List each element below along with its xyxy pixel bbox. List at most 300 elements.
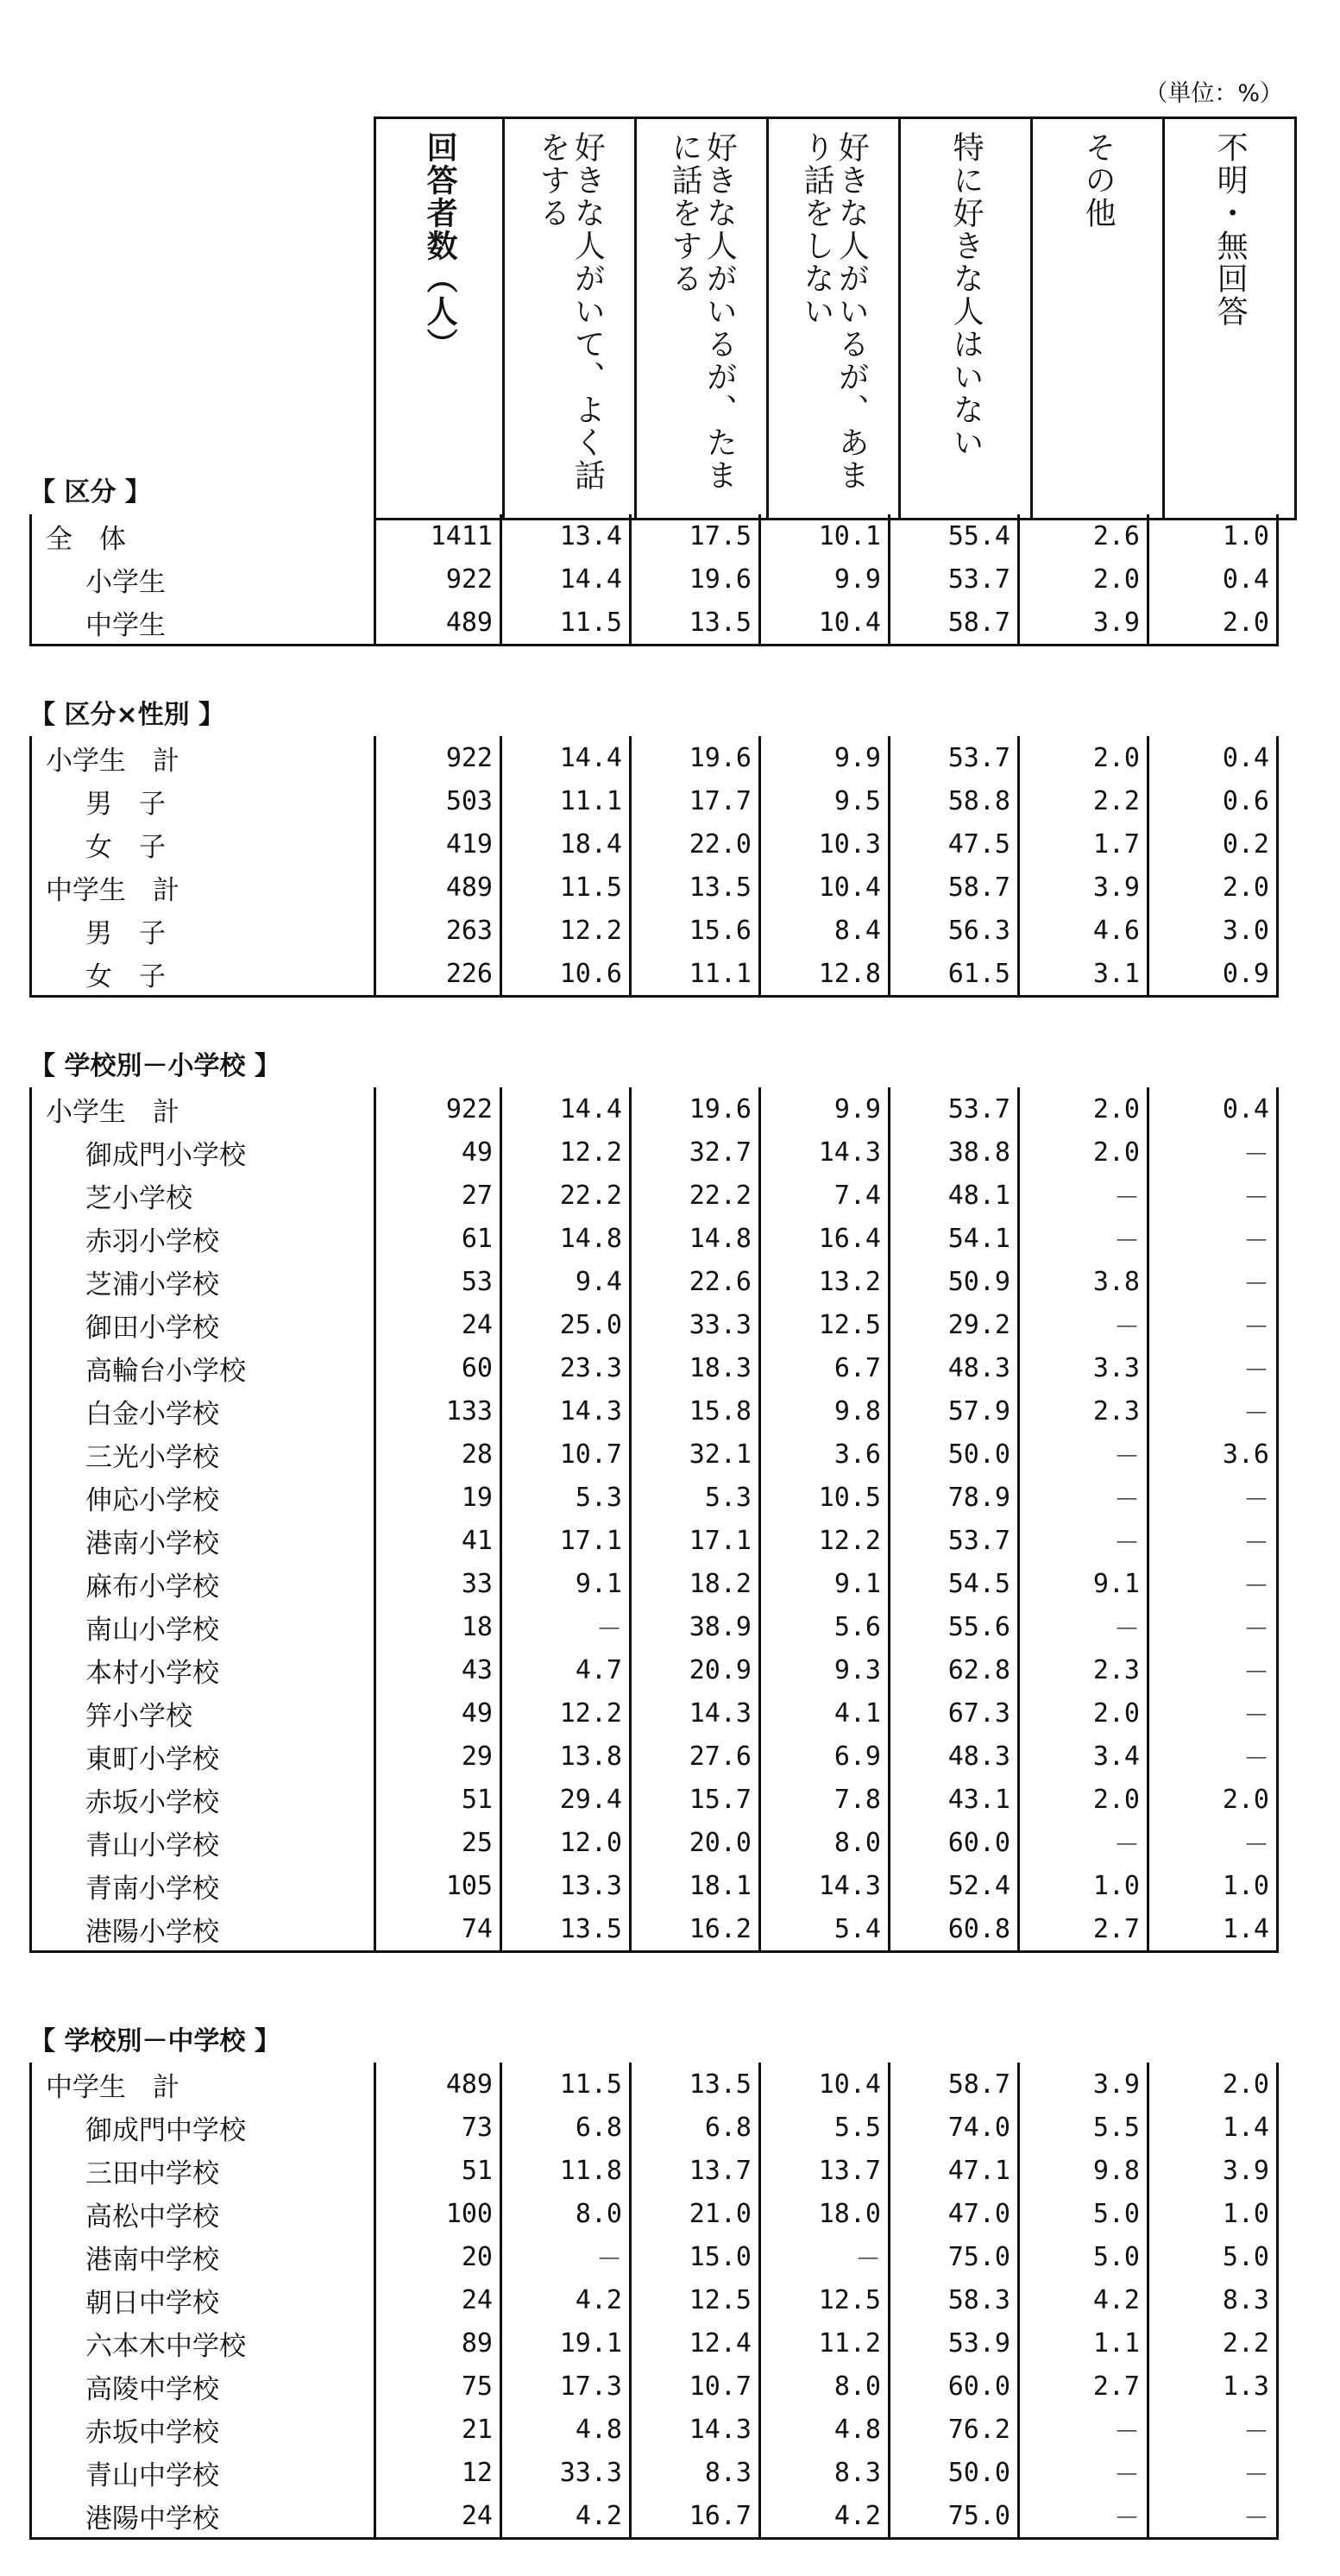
cell-respondents: 21 (375, 2408, 501, 2451)
cell-respondents: 49 (375, 1691, 501, 1735)
unit-label: （単位：%） (1144, 80, 1283, 107)
cell-talk-sometimes: 19.6 (631, 1087, 760, 1131)
cell-talk-rarely: 6.9 (760, 1735, 890, 1778)
row-label: 三田中学校 (31, 2149, 375, 2192)
cell-respondents: 503 (375, 779, 501, 822)
cell-no-one: 62.8 (890, 1648, 1019, 1691)
cell-no-answer: － (1148, 2494, 1278, 2539)
cell-talk-sometimes: 22.6 (631, 1260, 760, 1303)
cell-respondents: 1411 (375, 514, 501, 557)
header-talk-sometimes: 好きな人がいるが、たまに話をする (636, 118, 768, 520)
cell-no-one: 54.5 (890, 1562, 1019, 1605)
cell-respondents: 33 (375, 1562, 501, 1605)
cell-talk-sometimes: 15.6 (631, 909, 760, 952)
cell-talk-sometimes: 21.0 (631, 2192, 760, 2235)
cell-talk-sometimes: 15.7 (631, 1778, 760, 1821)
cell-talk-often: 4.8 (501, 2408, 631, 2451)
table-row (31, 2321, 1278, 2365)
cell-other: 2.3 (1019, 1648, 1148, 1691)
cell-other: 2.0 (1019, 557, 1148, 601)
cell-other: 3.9 (1019, 2063, 1148, 2106)
row-label: 赤坂小学校 (31, 1778, 375, 1821)
cell-talk-sometimes: 14.8 (631, 1217, 760, 1260)
cell-talk-often: 11.5 (501, 601, 631, 646)
table-elementary-schools (29, 1087, 1279, 1953)
cell-other: 2.7 (1019, 1907, 1148, 1952)
cell-no-answer: － (1148, 1303, 1278, 1346)
cell-respondents: 12 (375, 2451, 501, 2494)
cell-talk-often: 18.4 (501, 822, 631, 866)
cell-other: － (1019, 1174, 1148, 1217)
cell-respondents: 41 (375, 1519, 501, 1562)
cell-other: 4.2 (1019, 2278, 1148, 2321)
cell-no-one: 54.1 (890, 1217, 1019, 1260)
table-row (31, 514, 1278, 557)
cell-other: 9.8 (1019, 2149, 1148, 2192)
cell-talk-rarely: 13.7 (760, 2149, 890, 2192)
cell-no-answer: 2.0 (1148, 1778, 1278, 1821)
cell-talk-rarely: 9.1 (760, 1562, 890, 1605)
cell-no-answer: 1.0 (1148, 1864, 1278, 1907)
header-talk-often: 好きな人がいて、よく話をする (504, 118, 636, 520)
cell-respondents: 489 (375, 2063, 501, 2106)
row-label: 本村小学校 (31, 1648, 375, 1691)
cell-talk-rarely: 8.0 (760, 1821, 890, 1864)
cell-talk-often: 13.5 (501, 1907, 631, 1952)
cell-talk-rarely: 4.1 (760, 1691, 890, 1735)
cell-no-one: 56.3 (890, 909, 1019, 952)
cell-respondents: 51 (375, 1778, 501, 1821)
cell-no-one: 47.5 (890, 822, 1019, 866)
cell-talk-often: 14.4 (501, 736, 631, 779)
cell-no-answer: 5.0 (1148, 2235, 1278, 2278)
cell-talk-sometimes: 14.3 (631, 2408, 760, 2451)
row-label: 芝小学校 (31, 1174, 375, 1217)
section-title-junior-high-schools: 【 学校別－中学校 】 (29, 2026, 280, 2056)
row-label: 六本木中学校 (31, 2321, 375, 2365)
cell-respondents: 489 (375, 601, 501, 646)
cell-talk-often: 11.5 (501, 2063, 631, 2106)
cell-talk-rarely: 10.5 (760, 1476, 890, 1519)
cell-talk-rarely: 4.2 (760, 2494, 890, 2539)
cell-other: 3.9 (1019, 866, 1148, 909)
cell-no-answer: － (1148, 1562, 1278, 1605)
header-talk-rarely: 好きな人がいるが、あまり話をしない (768, 118, 900, 520)
cell-no-answer: 1.4 (1148, 1907, 1278, 1952)
table-row (31, 2192, 1278, 2235)
cell-talk-rarely: 10.4 (760, 2063, 890, 2106)
cell-respondents: 922 (375, 736, 501, 779)
cell-no-one: 76.2 (890, 2408, 1019, 2451)
cell-no-one: 50.0 (890, 2451, 1019, 2494)
row-label: 南山小学校 (31, 1605, 375, 1648)
row-label: 芝浦小学校 (31, 1260, 375, 1303)
cell-talk-rarely: 8.3 (760, 2451, 890, 2494)
cell-no-answer: － (1148, 1260, 1278, 1303)
table-row (31, 1087, 1278, 1131)
cell-no-answer: 3.9 (1148, 2149, 1278, 2192)
cell-other: 4.6 (1019, 909, 1148, 952)
cell-respondents: 25 (375, 1821, 501, 1864)
cell-respondents: 133 (375, 1389, 501, 1433)
table-row (31, 601, 1278, 646)
header-no-answer: 不明・無回答 (1164, 118, 1296, 520)
row-label: 男 子 (31, 909, 375, 952)
table-row (31, 1691, 1278, 1735)
cell-talk-sometimes: 38.9 (631, 1605, 760, 1648)
cell-respondents: 489 (375, 866, 501, 909)
cell-talk-sometimes: 22.2 (631, 1174, 760, 1217)
cell-no-one: 53.7 (890, 736, 1019, 779)
cell-talk-sometimes: 22.0 (631, 822, 760, 866)
cell-other: 1.1 (1019, 2321, 1148, 2365)
cell-talk-often: 12.0 (501, 1821, 631, 1864)
cell-no-answer: 2.0 (1148, 601, 1278, 646)
table-row (31, 779, 1278, 822)
cell-respondents: 51 (375, 2149, 501, 2192)
cell-talk-sometimes: 27.6 (631, 1735, 760, 1778)
cell-talk-often: 12.2 (501, 909, 631, 952)
cell-no-one: 47.1 (890, 2149, 1019, 2192)
cell-talk-often: － (501, 1605, 631, 1648)
cell-talk-often: 13.8 (501, 1735, 631, 1778)
cell-no-answer: 0.6 (1148, 779, 1278, 822)
cell-no-one: 58.7 (890, 601, 1019, 646)
cell-talk-rarely: 9.3 (760, 1648, 890, 1691)
cell-other: 2.7 (1019, 2365, 1148, 2408)
cell-other: 5.0 (1019, 2235, 1148, 2278)
cell-no-answer: － (1148, 1217, 1278, 1260)
row-label: 白金小学校 (31, 1389, 375, 1433)
row-label: 港陽中学校 (31, 2494, 375, 2539)
cell-talk-often: 17.1 (501, 1519, 631, 1562)
cell-no-one: 60.0 (890, 2365, 1019, 2408)
cell-other: 9.1 (1019, 1562, 1148, 1605)
cell-talk-rarely: 9.9 (760, 557, 890, 601)
cell-respondents: 226 (375, 952, 501, 997)
cell-talk-often: 14.4 (501, 557, 631, 601)
row-label: 赤羽小学校 (31, 1217, 375, 1260)
cell-no-answer: 8.3 (1148, 2278, 1278, 2321)
row-label: 赤坂中学校 (31, 2408, 375, 2451)
cell-no-one: 53.7 (890, 557, 1019, 601)
cell-other: 2.3 (1019, 1389, 1148, 1433)
row-label: 三光小学校 (31, 1433, 375, 1476)
cell-other: － (1019, 2494, 1148, 2539)
header-respondents: 回答者数（人） (375, 118, 504, 520)
cell-other: － (1019, 1433, 1148, 1476)
cell-other: 2.0 (1019, 1778, 1148, 1821)
cell-no-one: 75.0 (890, 2494, 1019, 2539)
table-row (31, 1648, 1278, 1691)
table-row (31, 1389, 1278, 1433)
cell-talk-sometimes: 6.8 (631, 2106, 760, 2149)
cell-no-answer: 2.2 (1148, 2321, 1278, 2365)
cell-talk-rarely: 12.2 (760, 1519, 890, 1562)
cell-other: 1.0 (1019, 1864, 1148, 1907)
column-header-row (374, 117, 1297, 520)
cell-respondents: 24 (375, 1303, 501, 1346)
cell-no-one: 50.9 (890, 1260, 1019, 1303)
cell-no-one: 43.1 (890, 1778, 1019, 1821)
cell-talk-sometimes: 11.1 (631, 952, 760, 997)
cell-no-one: 60.0 (890, 1821, 1019, 1864)
row-label: 高陵中学校 (31, 2365, 375, 2408)
row-label: 港陽小学校 (31, 1907, 375, 1952)
header-other: その他 (1032, 118, 1164, 520)
table-row (31, 2494, 1278, 2539)
row-label: 中学生 (31, 601, 375, 646)
row-label: 港南小学校 (31, 1519, 375, 1562)
cell-no-one: 29.2 (890, 1303, 1019, 1346)
cell-talk-rarely: 7.8 (760, 1778, 890, 1821)
cell-other: － (1019, 1303, 1148, 1346)
row-label: 中学生 計 (31, 866, 375, 909)
cell-other: － (1019, 1519, 1148, 1562)
cell-talk-often: 4.2 (501, 2494, 631, 2539)
table-row (31, 736, 1278, 779)
cell-other: － (1019, 1821, 1148, 1864)
cell-talk-often: 17.3 (501, 2365, 631, 2408)
table-category (29, 514, 1279, 646)
table-row (31, 2063, 1278, 2106)
cell-other: 3.3 (1019, 1346, 1148, 1389)
cell-respondents: 60 (375, 1346, 501, 1389)
cell-respondents: 43 (375, 1648, 501, 1691)
cell-no-answer: － (1148, 1131, 1278, 1174)
table-row (31, 1346, 1278, 1389)
cell-talk-rarely: 13.2 (760, 1260, 890, 1303)
cell-no-answer: － (1148, 1476, 1278, 1519)
row-label: 御田小学校 (31, 1303, 375, 1346)
table-row (31, 2451, 1278, 2494)
cell-talk-sometimes: 17.1 (631, 1519, 760, 1562)
cell-no-one: 52.4 (890, 1864, 1019, 1907)
section-title-category-gender: 【 区分×性別 】 (29, 700, 225, 730)
table-row (31, 1735, 1278, 1778)
cell-no-one: 57.9 (890, 1389, 1019, 1433)
cell-talk-rarely: 8.4 (760, 909, 890, 952)
cell-respondents: 19 (375, 1476, 501, 1519)
cell-no-answer: － (1148, 1605, 1278, 1648)
table-row (31, 2365, 1278, 2408)
cell-talk-rarely: 12.5 (760, 2278, 890, 2321)
cell-no-answer: 3.6 (1148, 1433, 1278, 1476)
cell-respondents: 18 (375, 1605, 501, 1648)
cell-no-answer: － (1148, 1691, 1278, 1735)
cell-talk-rarely: 8.0 (760, 2365, 890, 2408)
cell-no-answer: 0.4 (1148, 1087, 1278, 1131)
cell-respondents: 24 (375, 2494, 501, 2539)
cell-no-one: 78.9 (890, 1476, 1019, 1519)
section-title-elementary-schools: 【 学校別－小学校 】 (29, 1051, 280, 1081)
cell-talk-sometimes: 19.6 (631, 736, 760, 779)
row-label: 小学生 計 (31, 736, 375, 779)
cell-no-answer: 1.0 (1148, 2192, 1278, 2235)
row-label: 笄小学校 (31, 1691, 375, 1735)
cell-talk-sometimes: 20.0 (631, 1821, 760, 1864)
cell-no-answer: 1.4 (1148, 2106, 1278, 2149)
cell-talk-sometimes: 12.5 (631, 2278, 760, 2321)
cell-talk-sometimes: 15.0 (631, 2235, 760, 2278)
cell-no-answer: － (1148, 1519, 1278, 1562)
cell-respondents: 28 (375, 1433, 501, 1476)
cell-no-one: 58.3 (890, 2278, 1019, 2321)
cell-no-one: 47.0 (890, 2192, 1019, 2235)
cell-respondents: 89 (375, 2321, 501, 2365)
section-title-category: 【 区分 】 (29, 477, 151, 507)
row-label: 青山小学校 (31, 1821, 375, 1864)
cell-talk-sometimes: 18.1 (631, 1864, 760, 1907)
cell-talk-rarely: 18.0 (760, 2192, 890, 2235)
cell-no-answer: － (1148, 1735, 1278, 1778)
cell-talk-often: 4.7 (501, 1648, 631, 1691)
cell-talk-often: 10.6 (501, 952, 631, 997)
table-row (31, 2149, 1278, 2192)
cell-no-one: 61.5 (890, 952, 1019, 997)
cell-talk-often: 8.0 (501, 2192, 631, 2235)
cell-no-one: 50.0 (890, 1433, 1019, 1476)
table-row (31, 1562, 1278, 1605)
cell-other: － (1019, 2408, 1148, 2451)
cell-talk-rarely: 3.6 (760, 1433, 890, 1476)
cell-no-one: 58.8 (890, 779, 1019, 822)
cell-talk-often: 5.3 (501, 1476, 631, 1519)
row-label: 港南中学校 (31, 2235, 375, 2278)
cell-talk-often: 13.4 (501, 514, 631, 557)
cell-talk-rarely: 10.1 (760, 514, 890, 557)
cell-no-answer: 0.4 (1148, 736, 1278, 779)
cell-no-one: 67.3 (890, 1691, 1019, 1735)
row-label: 伸応小学校 (31, 1476, 375, 1519)
cell-no-answer: － (1148, 1346, 1278, 1389)
cell-talk-often: 13.3 (501, 1864, 631, 1907)
cell-talk-often: 14.3 (501, 1389, 631, 1433)
cell-no-one: 55.4 (890, 514, 1019, 557)
cell-talk-sometimes: 32.1 (631, 1433, 760, 1476)
row-label: 女 子 (31, 822, 375, 866)
cell-talk-rarely: 5.5 (760, 2106, 890, 2149)
cell-talk-sometimes: 13.5 (631, 2063, 760, 2106)
cell-no-answer: 1.0 (1148, 514, 1278, 557)
row-label: 御成門小学校 (31, 1131, 375, 1174)
cell-other: 2.2 (1019, 779, 1148, 822)
cell-other: 3.4 (1019, 1735, 1148, 1778)
cell-no-one: 60.8 (890, 1907, 1019, 1952)
cell-other: 3.9 (1019, 601, 1148, 646)
cell-talk-sometimes: 17.5 (631, 514, 760, 557)
cell-talk-often: 14.4 (501, 1087, 631, 1131)
table-row (31, 1433, 1278, 1476)
row-label: 女 子 (31, 952, 375, 997)
cell-talk-sometimes: 33.3 (631, 1303, 760, 1346)
cell-no-answer: － (1148, 2408, 1278, 2451)
cell-talk-often: 23.3 (501, 1346, 631, 1389)
row-label: 小学生 計 (31, 1087, 375, 1131)
row-label: 高松中学校 (31, 2192, 375, 2235)
cell-talk-rarely: － (760, 2235, 890, 2278)
table-row (31, 557, 1278, 601)
cell-no-answer: － (1148, 1821, 1278, 1864)
row-label: 全 体 (31, 514, 375, 557)
table-row (31, 2235, 1278, 2278)
cell-talk-sometimes: 18.3 (631, 1346, 760, 1389)
table-row (31, 2106, 1278, 2149)
cell-other: － (1019, 1605, 1148, 1648)
table-row (31, 909, 1278, 952)
cell-talk-sometimes: 14.3 (631, 1691, 760, 1735)
cell-other: 1.7 (1019, 822, 1148, 866)
cell-other: 5.0 (1019, 2192, 1148, 2235)
cell-respondents: 419 (375, 822, 501, 866)
cell-talk-sometimes: 15.8 (631, 1389, 760, 1433)
header-no-one: 特に好きな人はいない (900, 118, 1032, 520)
cell-respondents: 73 (375, 2106, 501, 2149)
cell-talk-rarely: 4.8 (760, 2408, 890, 2451)
cell-other: － (1019, 1476, 1148, 1519)
cell-no-one: 53.7 (890, 1519, 1019, 1562)
cell-other: 2.0 (1019, 1131, 1148, 1174)
cell-talk-rarely: 5.6 (760, 1605, 890, 1648)
cell-other: 3.1 (1019, 952, 1148, 997)
row-label: 東町小学校 (31, 1735, 375, 1778)
cell-talk-often: 4.2 (501, 2278, 631, 2321)
table-row (31, 1476, 1278, 1519)
cell-no-answer: 1.3 (1148, 2365, 1278, 2408)
cell-talk-often: 6.8 (501, 2106, 631, 2149)
cell-respondents: 49 (375, 1131, 501, 1174)
cell-no-answer: － (1148, 2451, 1278, 2494)
cell-talk-sometimes: 17.7 (631, 779, 760, 822)
table-row (31, 1605, 1278, 1648)
cell-no-one: 38.8 (890, 1131, 1019, 1174)
cell-talk-often: 22.2 (501, 1174, 631, 1217)
cell-no-one: 55.6 (890, 1605, 1019, 1648)
cell-other: 2.0 (1019, 736, 1148, 779)
cell-talk-rarely: 10.3 (760, 822, 890, 866)
cell-talk-sometimes: 5.3 (631, 1476, 760, 1519)
table-row (31, 866, 1278, 909)
row-label: 高輪台小学校 (31, 1346, 375, 1389)
cell-no-one: 74.0 (890, 2106, 1019, 2149)
cell-talk-sometimes: 18.2 (631, 1562, 760, 1605)
cell-talk-sometimes: 16.7 (631, 2494, 760, 2539)
cell-talk-rarely: 9.9 (760, 736, 890, 779)
cell-respondents: 75 (375, 2365, 501, 2408)
table-row (31, 1864, 1278, 1907)
row-label: 御成門中学校 (31, 2106, 375, 2149)
cell-no-answer: 0.2 (1148, 822, 1278, 866)
cell-talk-rarely: 14.3 (760, 1131, 890, 1174)
cell-no-answer: － (1148, 1648, 1278, 1691)
cell-respondents: 263 (375, 909, 501, 952)
row-label: 青南小学校 (31, 1864, 375, 1907)
cell-talk-sometimes: 19.6 (631, 557, 760, 601)
cell-respondents: 61 (375, 1217, 501, 1260)
cell-talk-rarely: 10.4 (760, 601, 890, 646)
table-category-gender (29, 736, 1279, 998)
row-label: 小学生 (31, 557, 375, 601)
cell-talk-rarely: 6.7 (760, 1346, 890, 1389)
cell-other: － (1019, 1217, 1148, 1260)
cell-talk-sometimes: 13.5 (631, 601, 760, 646)
cell-respondents: 53 (375, 1260, 501, 1303)
cell-talk-often: 11.1 (501, 779, 631, 822)
table-row (31, 1131, 1278, 1174)
cell-respondents: 105 (375, 1864, 501, 1907)
cell-respondents: 100 (375, 2192, 501, 2235)
table-row (31, 2278, 1278, 2321)
